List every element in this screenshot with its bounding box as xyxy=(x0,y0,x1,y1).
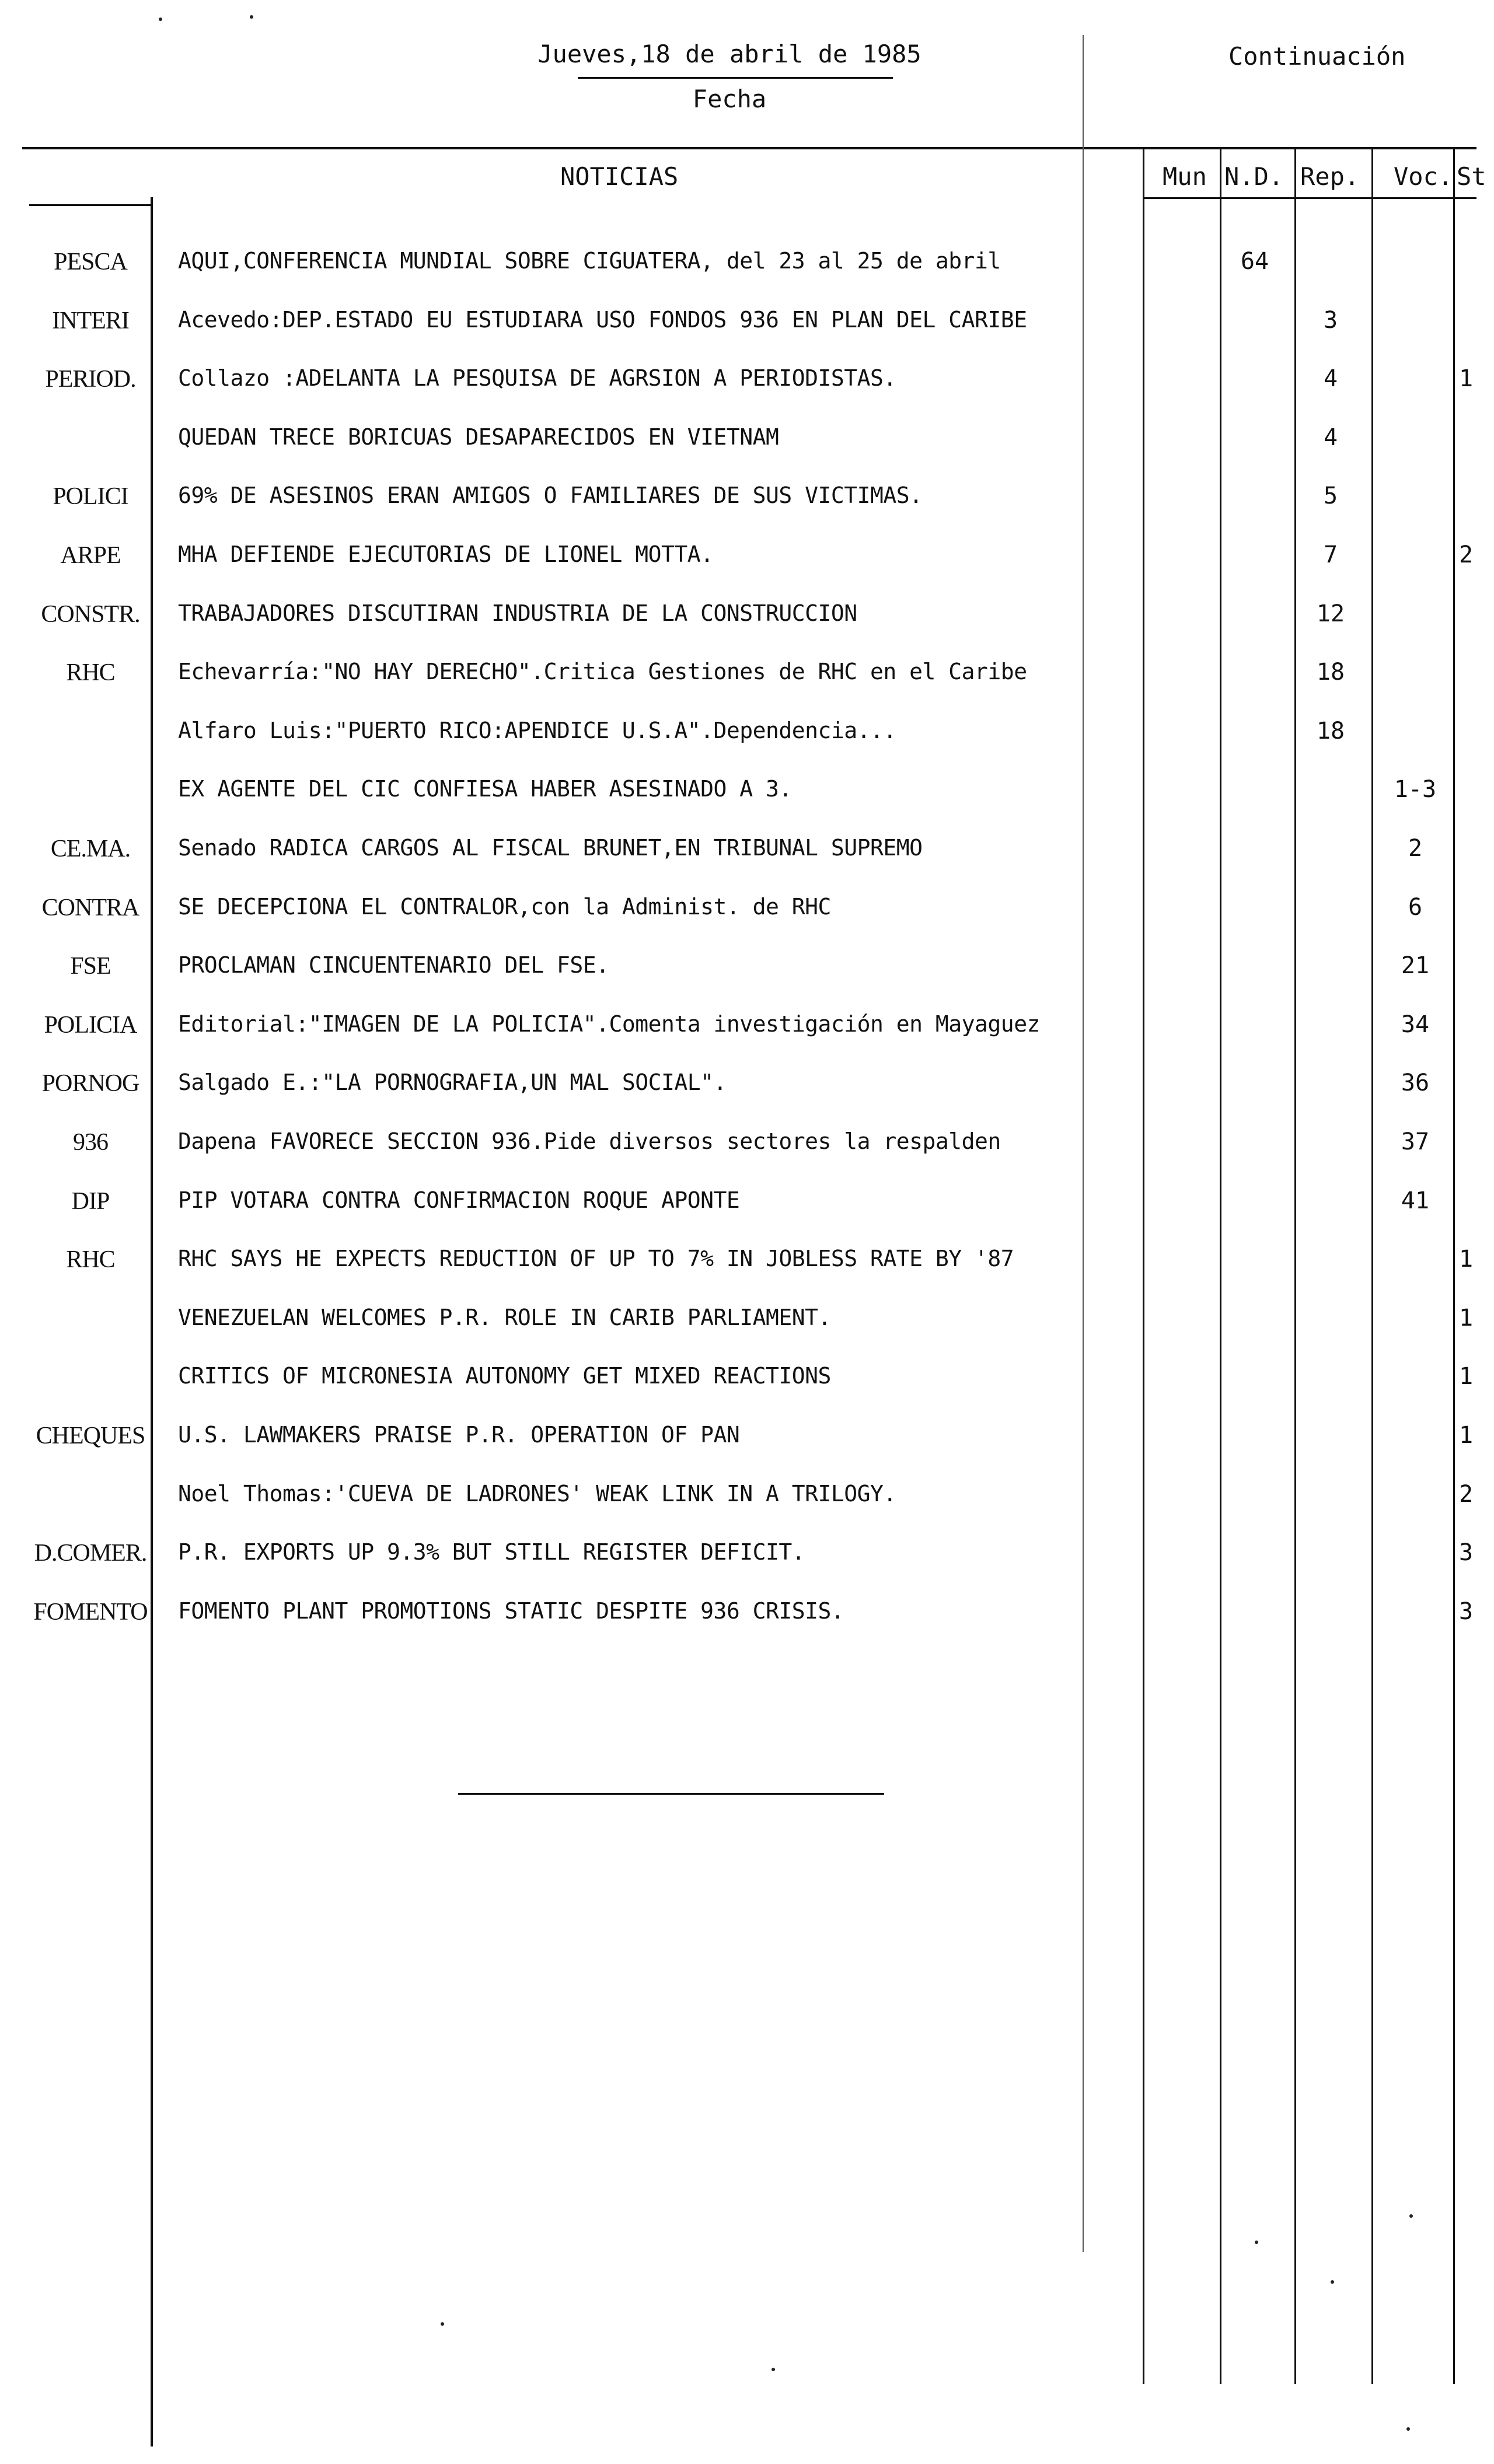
col-voc: Voc. xyxy=(1394,162,1453,191)
row-rep-page: 18 xyxy=(1316,659,1345,686)
table-row xyxy=(0,776,1476,817)
col-noticias: NOTICIAS xyxy=(560,162,679,191)
row-headline: Senado RADICA CARGOS AL FISCAL BRUNET,EN TRIBUNAL SUPREMO xyxy=(178,835,923,861)
table-row xyxy=(0,835,1476,876)
col-st: St xyxy=(1457,162,1486,191)
table-row xyxy=(0,1070,1476,1110)
table-row xyxy=(0,600,1476,641)
row-category: RHC xyxy=(66,659,115,686)
row-rep-page: 3 xyxy=(1323,307,1338,334)
row-rep-page: 4 xyxy=(1323,424,1338,451)
row-st-page: 3 xyxy=(1459,1598,1474,1625)
header-date: Jueves,18 de abril de 1985 xyxy=(537,40,921,68)
row-headline: Salgado E.:"LA PORNOGRAFIA,UN MAL SOCIAL". xyxy=(178,1070,727,1095)
row-headline: Alfaro Luis:"PUERTO RICO:APENDICE U.S.A".Dependencia... xyxy=(178,718,896,743)
row-rep-page: 18 xyxy=(1316,718,1345,745)
row-category: CONTRA xyxy=(41,894,139,921)
row-category: CHEQUES xyxy=(36,1423,145,1449)
table-row xyxy=(0,659,1476,700)
row-voc-page: 1-3 xyxy=(1394,776,1437,803)
row-voc-page: 6 xyxy=(1408,894,1423,921)
row-voc-page: 21 xyxy=(1401,952,1430,979)
row-st-page: 1 xyxy=(1459,1363,1474,1390)
scan-speck xyxy=(1331,2280,1334,2284)
table-row xyxy=(0,307,1476,348)
row-category: FSE xyxy=(70,953,111,980)
scan-speck xyxy=(441,2322,444,2326)
col-mun: Mun xyxy=(1163,162,1207,191)
table-row xyxy=(0,483,1476,523)
table-row xyxy=(0,365,1476,406)
row-category: INTERI xyxy=(52,307,129,334)
col-rep: Rep. xyxy=(1300,162,1360,191)
row-category: POLICIA xyxy=(44,1012,137,1039)
row-st-page: 1 xyxy=(1459,1422,1474,1449)
row-headline: CRITICS OF MICRONESIA AUTONOMY GET MIXED REACTIONS xyxy=(178,1363,831,1389)
table-row xyxy=(0,424,1476,465)
table-row xyxy=(0,1128,1476,1169)
row-headline: SE DECEPCIONA EL CONTRALOR,con la Administ. de RHC xyxy=(178,894,831,920)
table-row xyxy=(0,1598,1476,1639)
closing-rule xyxy=(458,1793,884,1795)
table-top-rule xyxy=(22,147,1476,149)
row-category: D.COMER. xyxy=(34,1540,147,1567)
continuacion-label: Continuación xyxy=(1228,42,1406,71)
row-category: RHC xyxy=(66,1246,115,1273)
row-voc-page: 37 xyxy=(1401,1128,1430,1155)
table-row xyxy=(0,541,1476,582)
row-headline: P.R. EXPORTS UP 9.3% BUT STILL REGISTER DEFICIT. xyxy=(178,1539,805,1565)
row-headline: MHA DEFIENDE EJECUTORIAS DE LIONEL MOTTA. xyxy=(178,541,714,567)
row-category: ARPE xyxy=(60,542,121,569)
row-headline: VENEZUELAN WELCOMES P.R. ROLE IN CARIB PARLIAMENT. xyxy=(178,1305,831,1330)
table-row xyxy=(0,1363,1476,1404)
row-voc-page: 34 xyxy=(1401,1011,1430,1038)
row-st-page: 1 xyxy=(1459,1305,1474,1331)
table-row xyxy=(0,952,1476,993)
row-category: CONSTR. xyxy=(41,601,140,628)
row-st-page: 1 xyxy=(1459,1246,1474,1273)
row-category: 936 xyxy=(73,1129,108,1156)
row-headline: U.S. LAWMAKERS PRAISE P.R. OPERATION OF PAN xyxy=(178,1422,740,1448)
row-voc-page: 2 xyxy=(1408,835,1423,862)
table-row xyxy=(0,718,1476,759)
row-headline: QUEDAN TRECE BORICUAS DESAPARECIDOS EN VIETNAM xyxy=(178,424,779,450)
col-nd: N.D. xyxy=(1224,162,1284,191)
scan-speck xyxy=(159,18,162,21)
table-row xyxy=(0,894,1476,935)
table-row xyxy=(0,1481,1476,1522)
row-category: FOMENTO xyxy=(33,1599,148,1626)
date-underline xyxy=(578,77,893,79)
table-row xyxy=(0,248,1476,289)
row-headline: Editorial:"IMAGEN DE LA POLICIA".Comenta investigación en Mayaguez xyxy=(178,1011,1040,1037)
row-st-page: 2 xyxy=(1459,541,1474,568)
row-voc-page: 36 xyxy=(1401,1070,1430,1096)
row-rep-page: 7 xyxy=(1323,541,1338,568)
row-category: CE.MA. xyxy=(50,836,131,862)
row-category: POLICI xyxy=(53,483,128,510)
row-headline: Collazo :ADELANTA LA PESQUISA DE AGRSION A PERIODISTAS. xyxy=(178,365,896,391)
row-headline: RHC SAYS HE EXPECTS REDUCTION OF UP TO 7% IN JOBLESS RATE BY '87 xyxy=(178,1246,1014,1271)
table-row xyxy=(0,1422,1476,1463)
table-row xyxy=(0,1187,1476,1228)
row-headline: FOMENTO PLANT PROMOTIONS STATIC DESPITE 936 CRISIS. xyxy=(178,1598,844,1624)
row-headline: PROCLAMAN CINCUENTENARIO DEL FSE. xyxy=(178,952,609,978)
row-category: DIP xyxy=(71,1188,110,1215)
scan-speck xyxy=(1255,2241,1258,2244)
row-headline: 69% DE ASESINOS ERAN AMIGOS O FAMILIARES DE SUS VICTIMAS. xyxy=(178,483,923,508)
table-row xyxy=(0,1246,1476,1287)
scan-speck xyxy=(1406,2427,1410,2431)
row-category: PORNOG xyxy=(41,1070,139,1097)
row-headline: Noel Thomas:'CUEVA DE LADRONES' WEAK LINK IN A TRILOGY. xyxy=(178,1481,896,1507)
table-row xyxy=(0,1305,1476,1345)
row-category: PERIOD. xyxy=(45,366,136,393)
row-headline: Echevarría:"NO HAY DERECHO".Critica Gestiones de RHC en el Caribe xyxy=(178,659,1027,684)
row-headline: PIP VOTARA CONTRA CONFIRMACION ROQUE APONTE xyxy=(178,1187,740,1213)
left-header-rule xyxy=(29,204,152,206)
scan-speck xyxy=(1409,2214,1413,2218)
table-row xyxy=(0,1539,1476,1580)
row-headline: Dapena FAVORECE SECCION 936.Pide diversos sectores la respalden xyxy=(178,1128,1001,1154)
row-rep-page: 5 xyxy=(1323,483,1338,509)
header-bottom-rule xyxy=(1144,197,1476,199)
row-headline: Acevedo:DEP.ESTADO EU ESTUDIARA USO FONDOS 936 EN PLAN DEL CARIBE xyxy=(178,307,1027,333)
fecha-label: Fecha xyxy=(692,85,767,113)
row-headline: AQUI,CONFERENCIA MUNDIAL SOBRE CIGUATERA, del 23 al 25 de abril xyxy=(178,248,1001,274)
row-headline: TRABAJADORES DISCUTIRAN INDUSTRIA DE LA CONSTRUCCION xyxy=(178,600,857,626)
scan-speck xyxy=(250,15,253,19)
row-st-page: 3 xyxy=(1459,1539,1474,1566)
row-st-page: 2 xyxy=(1459,1481,1474,1508)
row-rep-page: 12 xyxy=(1316,600,1345,627)
table-row xyxy=(0,1011,1476,1052)
row-nd-page: 64 xyxy=(1240,248,1269,275)
scan-speck xyxy=(772,2368,775,2371)
row-st-page: 1 xyxy=(1459,365,1474,392)
row-rep-page: 4 xyxy=(1323,365,1338,392)
row-category: PESCA xyxy=(54,249,127,275)
row-voc-page: 41 xyxy=(1401,1187,1430,1214)
row-headline: EX AGENTE DEL CIC CONFIESA HABER ASESINADO A 3. xyxy=(178,776,792,802)
